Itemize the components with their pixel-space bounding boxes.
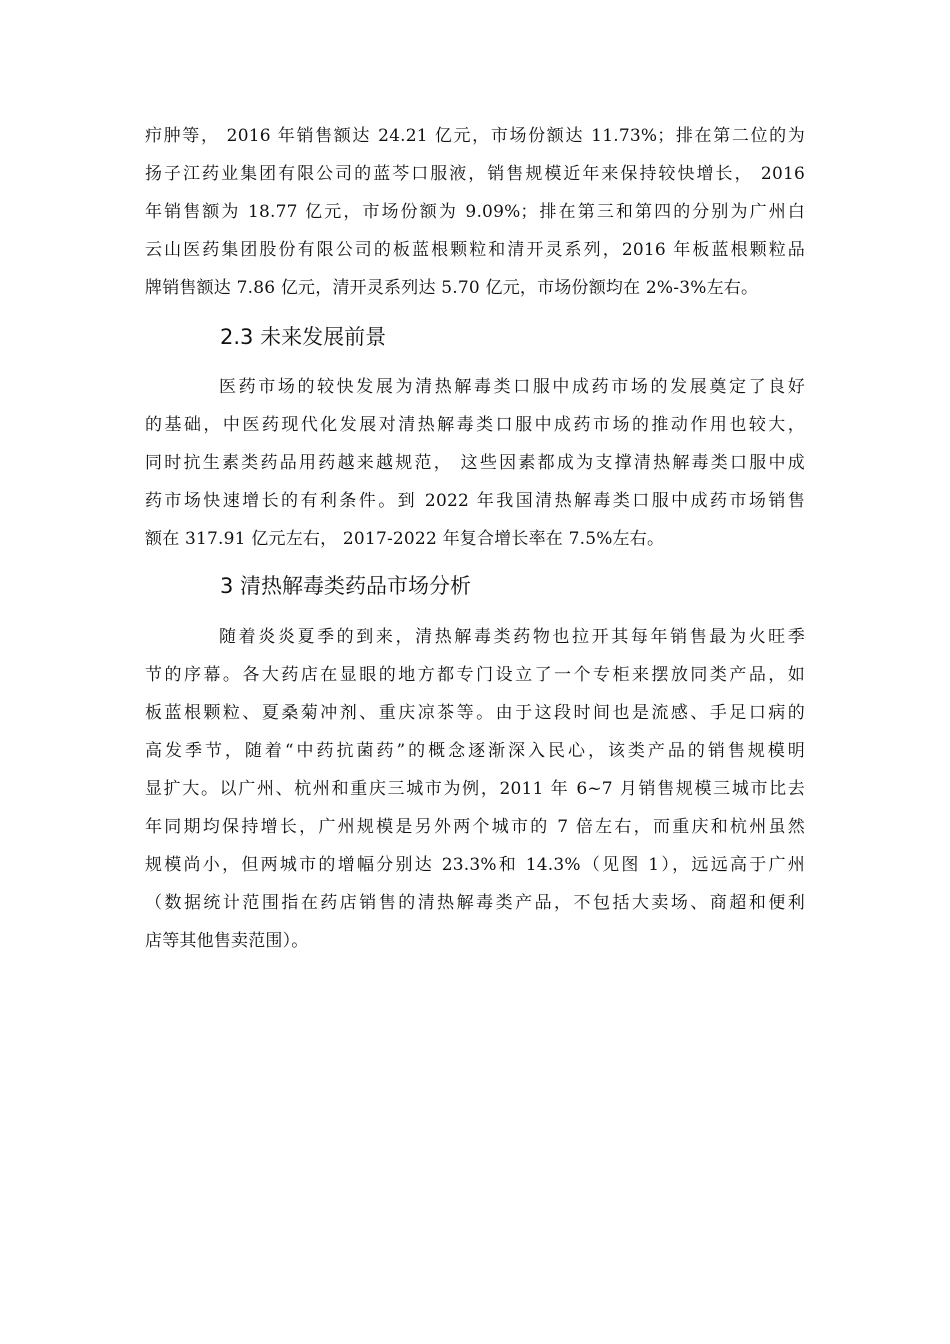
text-line: 药市场快速增长的有利条件。到 2022 年我国清热解毒类口服中成药市场销售 <box>145 491 805 511</box>
text-line: 显扩大。以广州、杭州和重庆三城市为例，2011 年 6~7 月销售规模三城市比去 <box>145 779 805 799</box>
text-line: 高发季节，随着“中药抗菌药”的概念逐渐深入民心，该类产品的销售规模明 <box>145 741 805 761</box>
paragraph-future-prospects <box>145 368 805 558</box>
text-line: 年销售额为 18.77 亿元，市场份额为 9.09%；排在第三和第四的分别为广州白 <box>145 202 805 222</box>
text-line: 牌销售额达 7.86 亿元，清开灵系列达 5.70 亿元，市场份额均在 2%-3%左右。 <box>145 278 759 298</box>
text-line: 的基础，中医药现代化发展对清热解毒类口服中成药市场的推动作用也较大， <box>145 415 805 435</box>
text-line: 扬子江药业集团有限公司的蓝芩口服液，销售规模近年来保持较快增长， 2016 <box>145 164 805 184</box>
text-line: 云山医药集团股份有限公司的板蓝根颗粒和清开灵系列，2016 年板蓝根颗粒品 <box>145 240 805 260</box>
text-line: 规模尚小，但两城市的增幅分别达 23.3%和 14.3%（见图 1），远远高于广州 <box>145 855 805 875</box>
text-line: 节的序幕。各大药店在显眼的地方都专门设立了一个专柜来摆放同类产品，如 <box>145 665 805 685</box>
text-line: 同时抗生素类药品用药越来越规范， 这些因素都成为支撑清热解毒类口服中成 <box>145 453 805 473</box>
text-line: 年同期均保持增长，广州规模是另外两个城市的 7 倍左右，而重庆和杭州虽然 <box>145 817 805 837</box>
text-line: 板蓝根颗粒、夏桑菊冲剂、重庆凉茶等。由于这段时间也是流感、手足口病的 <box>145 703 805 723</box>
section-heading-market-analysis: 3 清热解毒类药品市场分析 <box>220 574 472 598</box>
text-line: 疖肿等， 2016 年销售额达 24.21 亿元，市场份额达 11.73%；排在第二位的为 <box>145 126 805 146</box>
text-line: （数据统计范围指在药店销售的清热解毒类产品，不包括大卖场、商超和便利 <box>145 893 805 913</box>
text-line: 医药市场的较快发展为清热解毒类口服中成药市场的发展奠定了良好 <box>219 377 805 397</box>
text-line: 额在 317.91 亿元左右， 2017-2022 年复合增长率在 7.5%左右。 <box>145 529 665 549</box>
text-line: 随着炎炎夏季的到来，清热解毒类药物也拉开其每年销售最为火旺季 <box>219 627 805 647</box>
text-line: 店等其他售卖范围）。 <box>145 931 309 951</box>
paragraph-market-analysis <box>145 618 805 960</box>
section-heading-future-prospects: 2.3 未来发展前景 <box>220 325 387 349</box>
paragraph-market-share <box>145 117 805 307</box>
